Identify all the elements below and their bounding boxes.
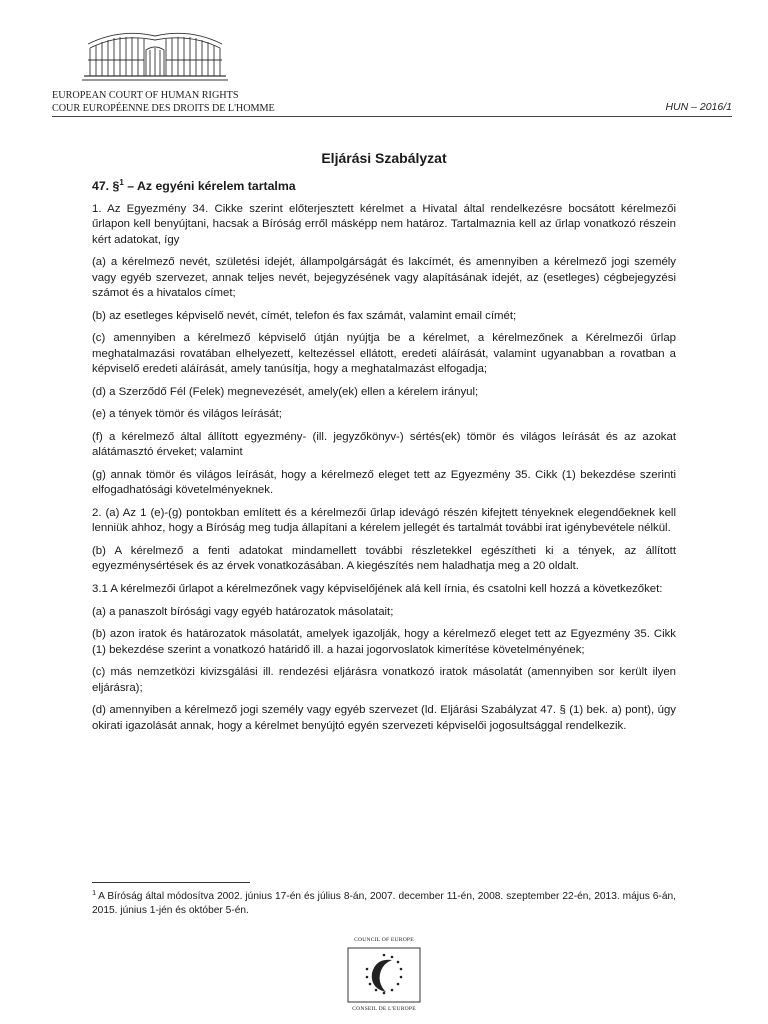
header-divider [52, 116, 732, 117]
paragraph: (c) más nemzetközi kivizsgálási ill. rendezési eljárásra vonatkozó iratok másolatát (amennyiben sor került ilyen eljárásra); [92, 666, 676, 694]
paragraph: 3.1 A kérelmezői űrlapot a kérelmezőnek vagy képviselőjének alá kell írnia, és csatolni kell hozzá a következőket: [92, 583, 663, 595]
paragraph: 1. Az Egyezmény 34. Cikke szerint előterjesztett kérelmet a Hivatal által rendelkezésre bocsátott kérelmezői űrlapon kell benyújtani, hacsak a Bíróság erről másképp nem határoz. Tartalmaznia kell az űrlap vonatkozó részein kért adatokat, így [92, 203, 676, 246]
council-of-europe-emblem-icon [346, 946, 422, 1004]
section-title: – Az egyéni kérelem tartalma [123, 179, 296, 193]
paragraph: (c) amennyiben a kérelmező képviselő útján nyújtja be a kérelmet, a kérelmezőnek a Kérelmezői űrlap meghatalmazási rovatában elhelyezett, keltezéssel ellátott, eredeti aláírását, valamint ugyanabban a rovatban a képviselő eredeti aláírását, amely tanúsítja, hogy a meghatalmazást elfogadja; [92, 332, 676, 376]
paragraph: (e) a tények tömör és világos leírását; [92, 408, 282, 421]
coe-label-fr: CONSEIL DE L'EUROPE [352, 1006, 416, 1012]
paragraph: (d) amennyiben a kérelmező jogi személy vagy egyéb szervezet (ld. Eljárási Szabályzat 47. § (1) bek. a) pont), úgy okirati igazolását annak, hogy a kérelmet benyújtó egyén szervezeti képviselői jogosultsággal rendelkezik. [92, 704, 676, 732]
court-name-fr: COUR EUROPÉENNE DES DROITS DE L'HOMME [52, 103, 275, 114]
council-of-europe-logo [340, 937, 428, 1013]
page-header [52, 30, 732, 120]
paragraph: (b) az esetleges képviselő nevét, címét, telefon és fax számát, valamint email címét; [92, 309, 517, 322]
paragraph: (f) a kérelmező által állított egyezmény- (ill. jegyzőkönyv-) sértés(ek) tömör és világos leírását és az azokat alátámasztó érveket; valamint [92, 431, 676, 459]
coe-label-en: COUNCIL OF EUROPE [354, 937, 414, 943]
document-reference: HUN – 2016/1 [665, 101, 732, 113]
footnote-mark: 1 [92, 887, 97, 897]
document-body [92, 150, 676, 741]
footnote [92, 887, 676, 918]
paragraph: (a) a panaszolt bírósági vagy egyéb határozatok másolatait; [92, 605, 394, 618]
court-name [52, 89, 275, 115]
paragraph: (d) a Szerződő Fél (Felek) megnevezését, amely(ek) ellen a kérelem irányul; [92, 385, 479, 398]
section-number: 47. § [92, 179, 120, 193]
paragraph: (b) azon iratok és határozatok másolatát, amelyek igazolják, hogy a kérelmező eleget tett az Egyezmény 35. Cikk (1) bekezdése szerint a vonatkozó határidő ill. a hazai jogorvoslatok kimerítése követelményének; [92, 628, 676, 656]
paragraph: (g) annak tömör és világos leírását, hogy a kérelmező eleget tett az Egyezmény 35. Cikk (1) bekezdése szerinti elfogadhatósági követelményeknek. [92, 469, 676, 497]
paragraph: (a) a kérelmező nevét, születési idejét, állampolgárságát és lakcímét, és amennyiben a kérelmező jogi személy vagy egyéb szervezet, annak teljes nevét, bejegyzésének vagy alapításának idejét, az (esetleges) cégbejegyzési számot és a hivatalos címet; [92, 256, 676, 300]
footnote-text: A Bíróság által módosítva 2002. június 17-én és július 8-án, 2007. december 11-én, 2008. szeptember 22-én, 2013. május 6-án, 2015. június 1-jén és október 5-én. [92, 891, 676, 916]
paragraph: 2. (a) Az 1 (e)-(g) pontokban említett és a kérelmezői űrlap idevágó részén kifejtett tényeknek elegendőeknek kell lenniük ahhoz, hogy a Bíróság meg tudja állapítani a kérelem jellegét és tartalmát további irat igénybevétele nélkül. [92, 507, 676, 535]
document-title: Eljárási Szabályzat [321, 150, 447, 166]
court-building-logo [80, 30, 230, 88]
section-heading [92, 179, 676, 193]
footnote-reference[interactable]: 1 [119, 177, 124, 187]
footnote-divider [92, 882, 250, 883]
court-name-en: EUROPEAN COURT OF HUMAN RIGHTS [52, 90, 239, 101]
paragraph: (b) A kérelmező a fenti adatokat mindamellett további részletekkel egészítheti ki a tények, az állított egyezménysértések és az érvek vonatkozásában. A kiegészítés nem haladhatja meg a 20 oldalt. [92, 545, 676, 573]
